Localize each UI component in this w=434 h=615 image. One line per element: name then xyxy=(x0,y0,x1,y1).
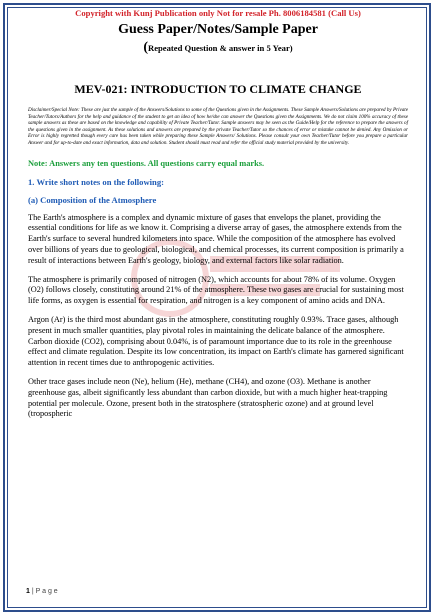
subtitle-open-paren: ( xyxy=(143,40,148,55)
course-title: MEV-021: INTRODUCTION TO CLIMATE CHANGE xyxy=(74,82,362,96)
answer-paragraph: The Earth's atmosphere is a complex and dynamic mixture of gases that envelops the planet, providing the essential conditions for life as we know it. Comprising a diverse array of gases, the atmosphere extends from the Earth's surface to several hundred kilometers into space. While the composition of the atmosphere has evolved over billions of years due to geological, biological, and chemical processes, its current composition is primarily a result of interactions between Earth's geology, biology, and external factors like solar radiation. xyxy=(28,212,404,265)
question-heading: 1. Write short notes on the following: xyxy=(28,176,164,187)
answer-paragraph: The atmosphere is primarily composed of nitrogen (N2), which accounts for about 78% of its volume. Oxygen (O2) follows closely, constituting around 21% of the atmosphere. These two gases are crucial for sustaining most life forms, as oxygen is essential for respiration, and nitrogen is a key component of amino acids and DNA. xyxy=(28,274,404,306)
exam-note: Note: Answers any ten questions. All questions carry equal marks. xyxy=(28,158,265,168)
disclaimer-text: Disclaimer/Special Note: These are just the sample of the Answers/Solutions to some of the Questions given in the Assignments. These Sample Answers/Solutions are prepared by Private Teacher/Tutors/Authors for the help and guidance of the student to get an idea of how he/she can answer the Questions given the Assignments. We do not claim 100% accuracy of these sample answers as these are based on the knowledge and capability of Private Teacher/Tutor. Sample answers may be seen as the Guide/Help for the reference to prepare the answers of the questions given in the assignment. As these solutions and answers are prepared by the private Teacher/Tutor so the chances of error or mistake cannot be denied. Any Omission or Error is highly regretted though every care has been taken while preparing these Sample Answers/ Solutions. Please consult your own Teacher/Tutor before you prepare a particular Answer and for up-to-date and exact information, data and solution. Student should must read and refer the official study material provided by the university. xyxy=(28,107,408,146)
subtitle-close-paren: ) xyxy=(289,43,293,53)
answer-paragraph: Other trace gases include neon (Ne), helium (He), methane (CH4), and ozone (O3). Methane is another greenhouse gas, albeit significantly less abundant than carbon dioxide, but with a much higher heat-trapping potential per molecule. Ozone, present both in the stratosphere (stratospheric ozone) and at ground level (tropospheric xyxy=(28,376,388,419)
page-number: 1 xyxy=(26,588,30,595)
page-title: Guess Paper/Notes/Sample Paper xyxy=(118,22,318,37)
page-word: P a g e xyxy=(35,588,58,595)
footer-separator: | xyxy=(29,588,36,595)
subtitle-text: Repeated Question & answer in 5 Year xyxy=(148,43,290,53)
page-subtitle xyxy=(28,40,408,56)
answer-paragraph: Argon (Ar) is the third most abundant gas in the atmosphere, constituting roughly 0.93%. Trace gases, although present in much smaller quantities, play pivotal roles in maintaining the delicate balance of the atmosphere. Carbon dioxide (CO2), comprising about 0.04%, is of paramount importance due to its role in the greenhouse effect and climate regulation. Despite its low concentration, its impact on Earth's climate has garnered significant attention in recent times due to anthropogenic activities. xyxy=(28,314,404,368)
sub-question-heading: (a) Composition of the Atmosphere xyxy=(28,194,157,205)
page-footer xyxy=(26,588,58,595)
page-content xyxy=(28,6,408,420)
copyright-line: Copyright with Kunj Publication only Not for resale Ph. 8006184581 (Call Us) xyxy=(75,8,361,18)
